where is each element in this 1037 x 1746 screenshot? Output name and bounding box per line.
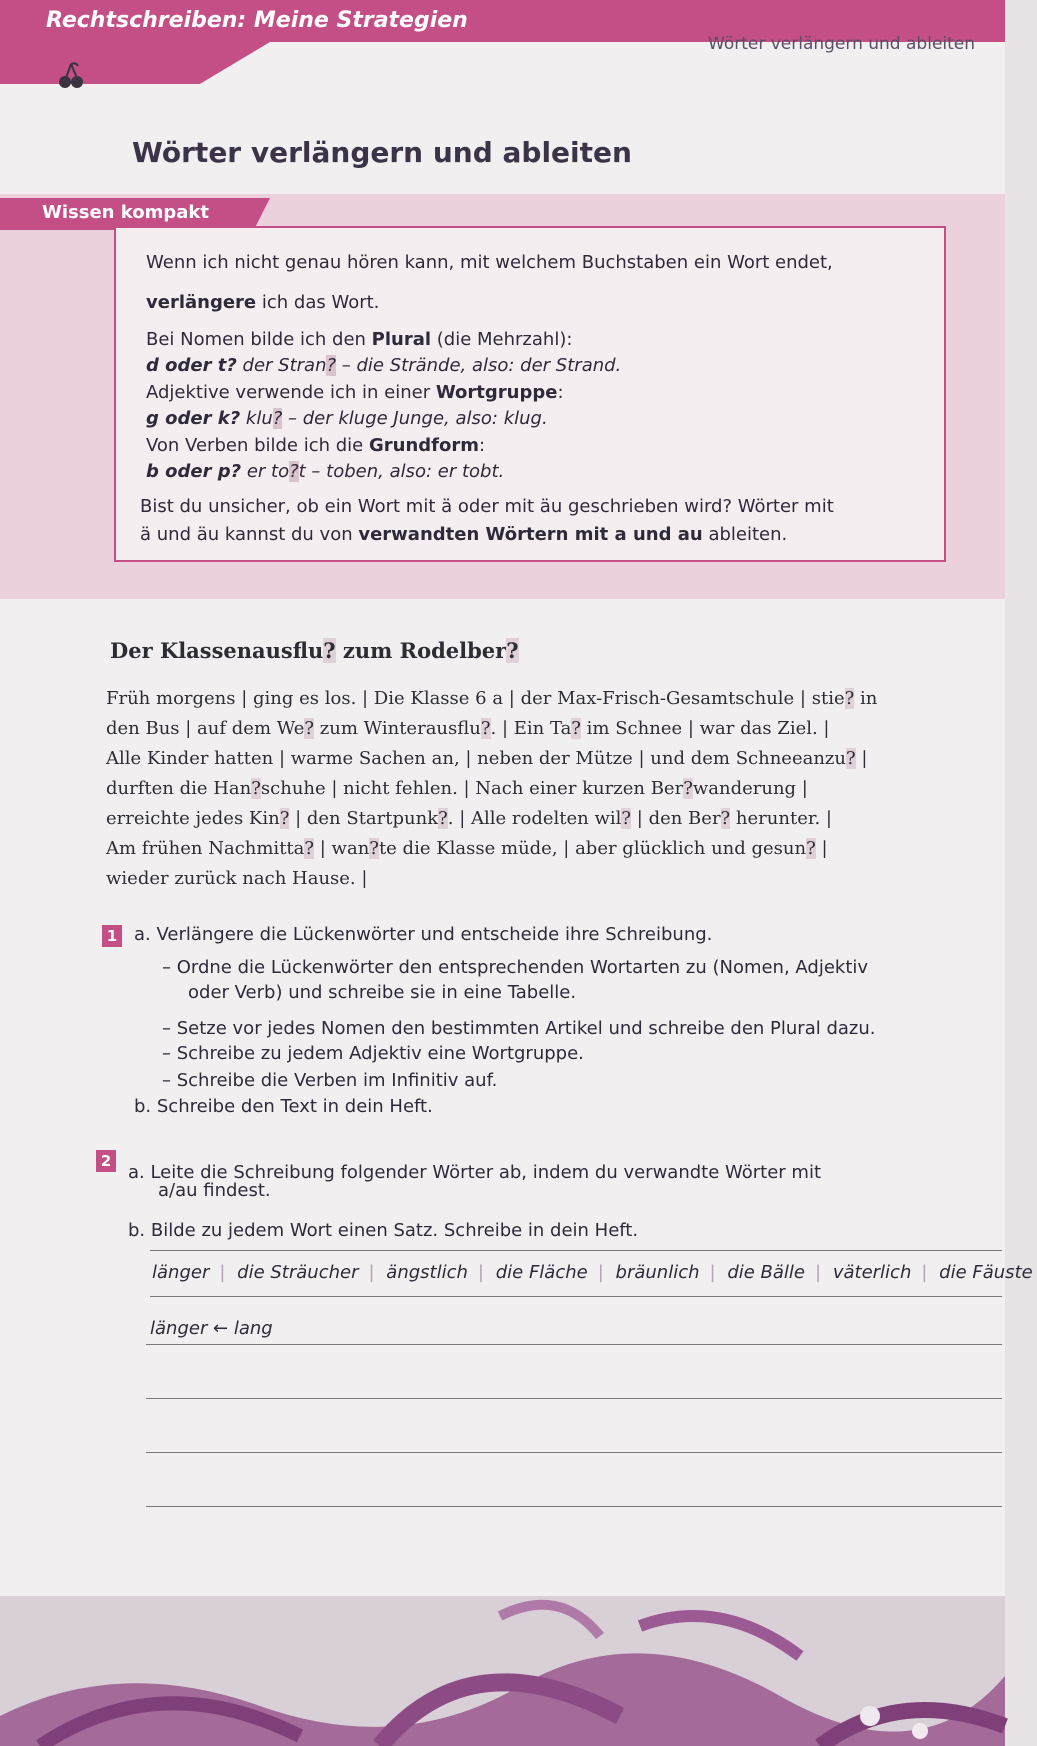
wissen-line-1: Wenn ich nicht genau hören kann, mit welchem Buchstaben ein Wort endet, [146,252,833,273]
wissen-line-5: Adjektive verwende ich in einer Wortgruppe: [146,382,564,403]
task-1-number: 1 [102,925,122,947]
answer-line-2 [146,1398,1002,1399]
story-line-3: Alle Kinder hatten | warme Sachen an, | neben der Mütze | und dem Schneeanzu? | [106,748,868,769]
task-2a-cont: a/au findest. [158,1180,271,1201]
answer-line-1 [146,1344,1002,1345]
story-line-5: erreichte jedes Kin? | den Startpunk?. | Alle rodelten wil? | den Ber? herunter. | [106,808,832,829]
task-1-step-1: – Ordne die Lückenwörter den entsprechenden Wortarten zu (Nomen, Adjektiv [162,957,869,978]
header-title: Rechtschreiben: Meine Strategien [46,8,468,33]
cherry-icon [56,60,86,90]
wissen-line-6: g oder k? klu? – der kluge Junge, also: klug. [146,408,548,429]
example-answer: länger ← lang [150,1318,273,1339]
word-item: die Fäuste [939,1262,1033,1283]
story-line-4: durften die Han?schuhe | nicht fehlen. | Nach einer kurzen Ber?wanderung | [106,778,808,799]
word-item: bräunlich [615,1262,700,1283]
task-2a: a. Leite die Schreibung folgender Wörter ab, indem du verwandte Wörter mit [128,1162,822,1183]
word-item: die Sträucher [237,1262,359,1283]
word-item: länger [152,1262,210,1283]
task-1-step-3: – Schreibe zu jedem Adjektiv eine Wortgruppe. [162,1043,584,1064]
task-1-step-1-cont: oder Verb) und schreibe sie in eine Tabelle. [188,982,577,1003]
story-line-7: wieder zurück nach Hause. | [106,868,368,889]
word-item: die Bälle [727,1262,806,1283]
wissen-line-4: d oder t? der Stran? – die Strände, also: der Strand. [146,355,622,376]
story-title: Der Klassenausflu? zum Rodelber? [110,638,519,663]
wissen-line-8: b oder p? er to?t – toben, also: er tobt. [146,461,505,482]
answer-line-4 [146,1506,1002,1507]
word-item: väterlich [832,1262,912,1283]
wissen-line-2: verlängere ich das Wort. [146,292,380,313]
word-list: länger | die Sträucher | ängstlich | die Fläche | bräunlich | die Bälle | väterlich | die Fäuste [152,1262,1033,1283]
story-line-1: Früh morgens | ging es los. | Die Klasse 6 a | der Max-Frisch-Gesamtschule | stie? in [106,688,878,709]
wissen-line-3: Bei Nomen bilde ich den Plural (die Mehrzahl): [146,329,573,350]
task-1-step-2: – Setze vor jedes Nomen den bestimmten Artikel und schreibe den Plural dazu. [162,1018,876,1039]
story-line-2: den Bus | auf dem We? zum Winterausflu?. | Ein Ta? im Schnee | war das Ziel. | [106,718,830,739]
word-box-bottom-line [150,1296,1002,1297]
header-band-tab [0,42,270,84]
wissen-label: Wissen kompakt [42,202,209,223]
header-subtitle: Wörter verlängern und ableiten [708,34,976,54]
task-1-step-4: – Schreibe die Verben im Infinitiv auf. [162,1070,498,1091]
word-item: ängstlich [386,1262,468,1283]
task-2b: b. Bilde zu jedem Wort einen Satz. Schreibe in dein Heft. [128,1220,639,1241]
page-title: Wörter verlängern und ableiten [132,136,632,169]
fabric-background [0,1596,1005,1746]
story-line-6: Am frühen Nachmitta? | wan?te die Klasse müde, | aber glücklich und gesun? | [106,838,828,859]
task-2-number: 2 [96,1150,116,1172]
word-box-top-line [150,1250,1002,1251]
wissen-line-9: Bist du unsicher, ob ein Wort mit ä oder mit äu geschrieben wird? Wörter mit [140,496,834,517]
wissen-line-7: Von Verben bilde ich die Grundform: [146,435,486,456]
answer-line-3 [146,1452,1002,1453]
wissen-line-10: ä und äu kannst du von verwandten Wörtern mit a und au ableiten. [140,524,788,545]
task-1b: b. Schreibe den Text in dein Heft. [134,1096,433,1117]
task-1a: a. Verlängere die Lückenwörter und entscheide ihre Schreibung. [134,924,713,945]
word-item: die Fläche [495,1262,588,1283]
